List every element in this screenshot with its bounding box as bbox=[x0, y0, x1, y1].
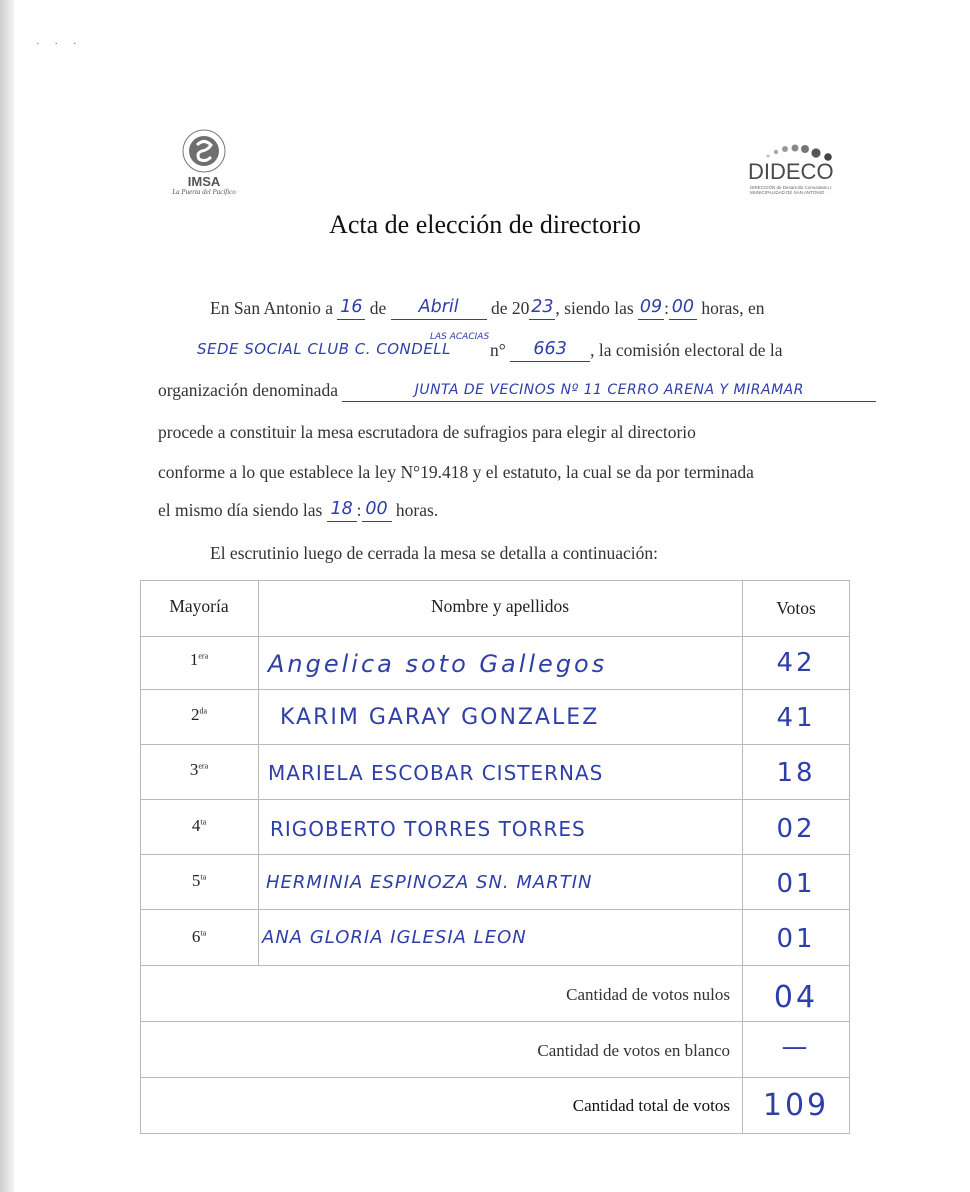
null-votes-value: 04 bbox=[773, 980, 819, 1015]
imsa-seal-icon bbox=[181, 128, 227, 174]
total-votes-value: 109 bbox=[762, 1088, 830, 1123]
text-siendo-las: , siendo las bbox=[555, 298, 634, 318]
text-numero: n° bbox=[490, 340, 506, 360]
table-row-name: RIGOBERTO TORRES TORRES bbox=[270, 817, 586, 841]
table-row-rank: $2^{da}$ bbox=[190, 705, 208, 724]
paragraph-line-5: conforme a lo que establece la ley N°19.418 y el estatuto, la cual se da por terminada bbox=[158, 462, 754, 482]
handwritten-place: SEDE SOCIAL CLUB C. CONDELL bbox=[196, 340, 452, 358]
dideco-logo bbox=[748, 140, 844, 200]
imsa-logo bbox=[158, 128, 250, 204]
table-row-name: HERMINIA ESPINOZA SN. MARTIN bbox=[266, 872, 593, 893]
dideco-name: DIDECO bbox=[748, 159, 834, 184]
text-organizacion: organización denominada bbox=[158, 380, 338, 400]
paragraph-line-3 bbox=[158, 380, 876, 402]
end-time-separator: : bbox=[356, 500, 362, 520]
handwritten-number: 663 bbox=[533, 339, 567, 359]
blank-votes-label: Cantidad de votos en blanco bbox=[537, 1041, 730, 1060]
table-row-rank: $1^{era}$ bbox=[189, 650, 209, 669]
header-votos: Votos bbox=[776, 598, 816, 618]
text-mismo-dia: el mismo día siendo las bbox=[158, 500, 323, 520]
handwritten-start-hour: 09 bbox=[639, 297, 663, 317]
handwritten-organization: JUNTA DE VECINOS Nº 11 CERRO ARENA Y MIRAMAR bbox=[414, 382, 804, 398]
table-row-votes: 18 bbox=[776, 758, 816, 788]
table-row-name: KARIM GARAY GONZALEZ bbox=[280, 705, 600, 730]
header-mayoria: Mayoría bbox=[169, 596, 229, 616]
text-de: de bbox=[369, 298, 387, 318]
paragraph-line-1 bbox=[210, 298, 765, 320]
paragraph-line-7: El escrutinio luego de cerrada la mesa se detalla a continuación: bbox=[210, 543, 659, 563]
paragraph-line-6 bbox=[158, 500, 438, 522]
handwritten-month: Abril bbox=[418, 297, 459, 317]
imsa-tagline: La Puerta del Pacífico bbox=[172, 188, 236, 196]
text-comision-electoral: , la comisión electoral de la bbox=[590, 340, 783, 360]
table-row-votes: 01 bbox=[776, 869, 816, 899]
table-row-votes: 41 bbox=[776, 703, 816, 733]
table-row-votes: 01 bbox=[776, 924, 816, 954]
handwritten-start-minute: 00 bbox=[671, 297, 695, 317]
total-votes-label: Cantidad total de votos bbox=[572, 1096, 730, 1115]
time-separator: : bbox=[664, 298, 669, 318]
table-row-rank: $4^{ta}$ bbox=[191, 816, 207, 835]
text-de-20: de 20 bbox=[491, 298, 530, 318]
handwritten-end-hour: 18 bbox=[330, 499, 353, 519]
imsa-name: IMSA bbox=[187, 174, 221, 189]
table-row-rank: $3^{era}$ bbox=[189, 760, 209, 779]
scan-specks: · · · bbox=[36, 38, 83, 50]
null-votes-label: Cantidad de votos nulos bbox=[566, 985, 730, 1004]
text-horas-en: horas, en bbox=[701, 298, 765, 318]
table-row-rank: $6^{ta}$ bbox=[191, 927, 207, 946]
blank-votes-value: — bbox=[781, 1032, 811, 1062]
dideco-subtitle: DIRECCIÓN de Desarrollo Comunitario I. MUNICIPALIDAD DE SAN ANTONIO bbox=[750, 185, 833, 195]
header-nombre: Nombre y apellidos bbox=[430, 596, 570, 616]
table-row-name: Angelica soto Gallegos bbox=[268, 650, 608, 678]
table-row-name: MARIELA ESCOBAR CISTERNAS bbox=[268, 761, 604, 785]
paragraph-line-4: procede a constituir la mesa escrutadora de sufragios para elegir al directorio bbox=[158, 422, 696, 442]
scan-edge-shadow bbox=[0, 0, 14, 1192]
table-row-votes: 02 bbox=[776, 814, 816, 844]
handwritten-end-minute: 00 bbox=[365, 499, 388, 519]
handwritten-place-street: LAS ACACIAS bbox=[430, 332, 490, 342]
text-horas: horas. bbox=[395, 500, 439, 520]
document-title: Acta de elección de directorio bbox=[329, 210, 641, 239]
handwritten-day: 16 bbox=[340, 297, 363, 317]
handwritten-year: 23 bbox=[531, 297, 554, 317]
table-row-name: ANA GLORIA IGLESIA LEON bbox=[262, 927, 527, 948]
paragraph-line-2 bbox=[158, 332, 783, 362]
results-table bbox=[140, 580, 850, 1134]
table-row-rank: $5^{ta}$ bbox=[191, 871, 207, 890]
table-row-votes: 42 bbox=[776, 648, 816, 678]
text-en-san-antonio: En San Antonio a bbox=[210, 298, 333, 318]
